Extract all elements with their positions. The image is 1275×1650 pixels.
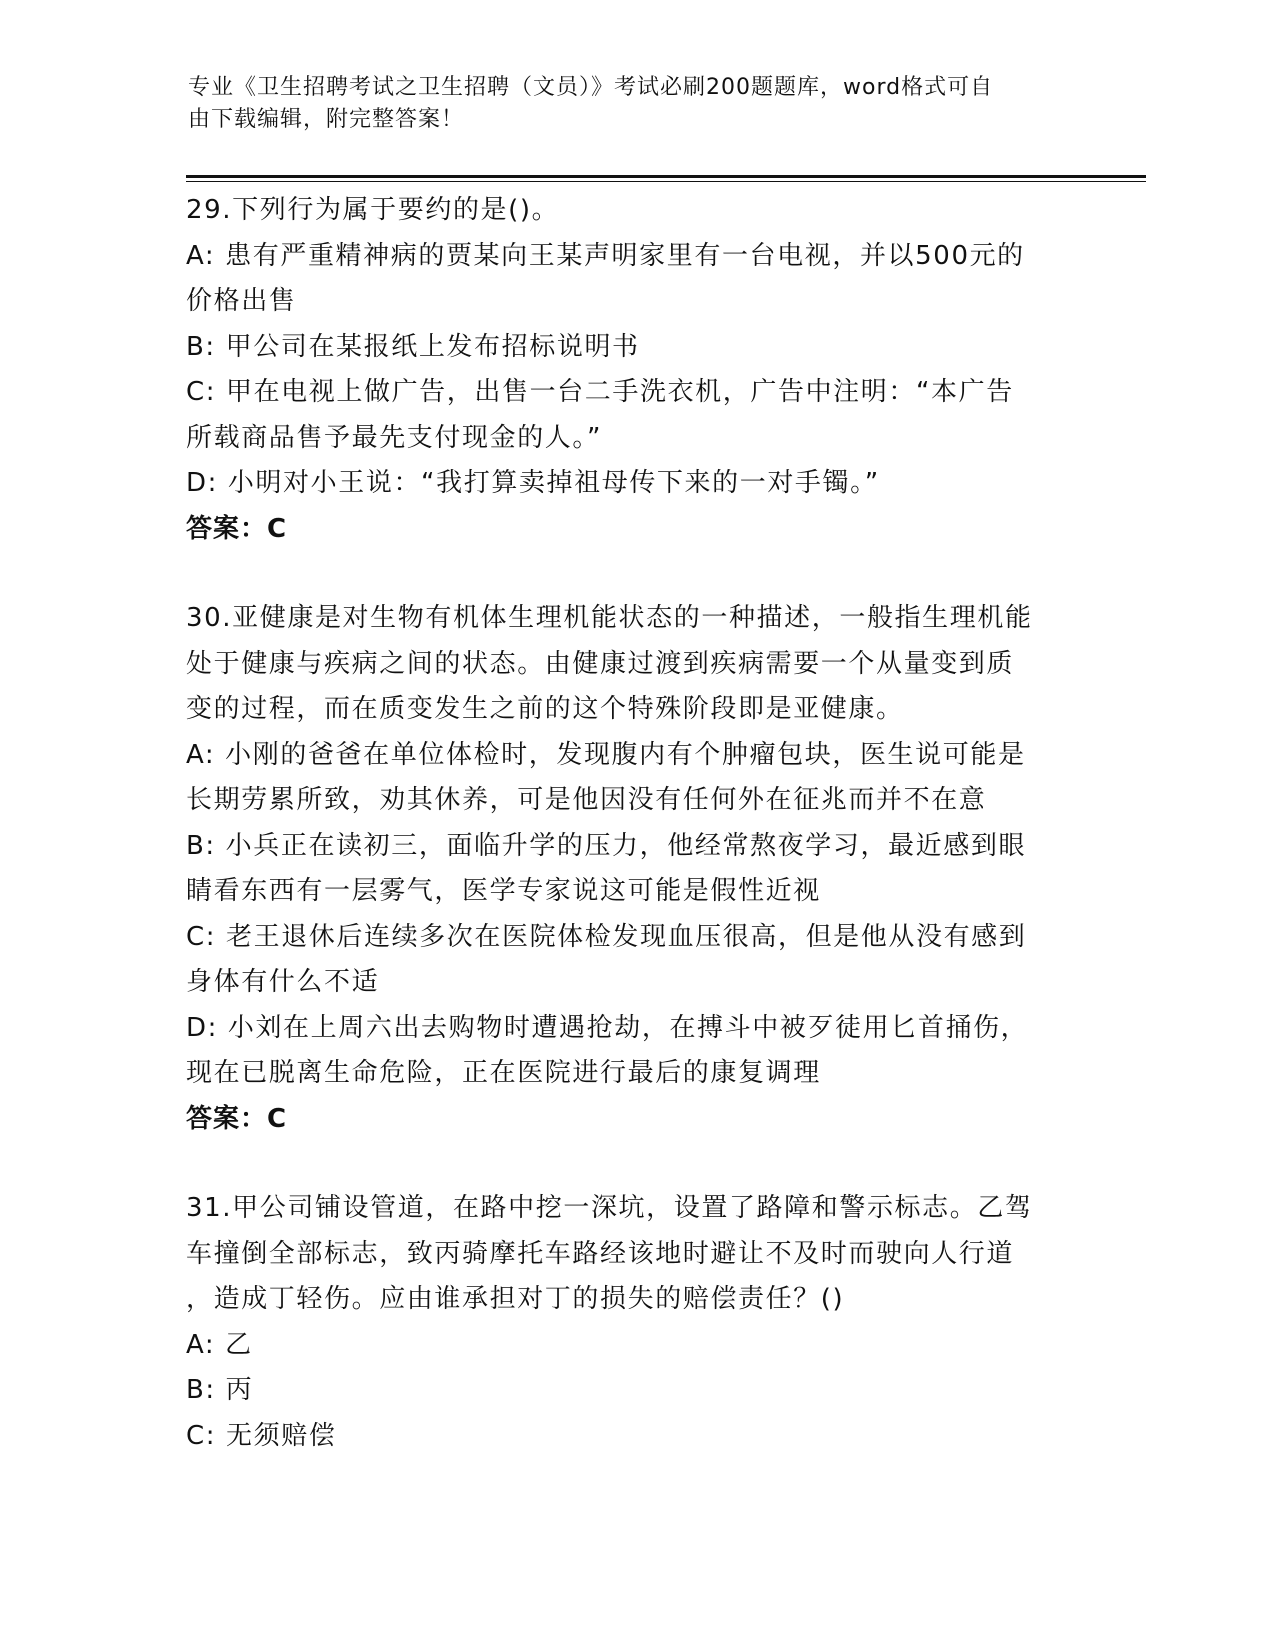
- option-b: B: 丙: [186, 1375, 254, 1405]
- question-stem-continued: ，造成丁轻伤。应由谁承担对丁的损失的赔偿责任？(): [186, 1284, 845, 1314]
- option-d: D: 小刘在上周六出去购物时遭遇抢劫，在搏斗中被歹徒用匕首捅伤，: [186, 1012, 1029, 1043]
- option-d-continued: 现在已脱离生命危险，正在医院进行最后的康复调理: [186, 1058, 821, 1088]
- spacer: [186, 552, 1086, 596]
- answer: 答案：C: [186, 513, 288, 544]
- option-b-continued: 睛看东西有一层雾气，医学专家说这可能是假性近视: [186, 876, 821, 906]
- option-a: A: 小刚的爸爸在单位体检时，发现腹内有个肿瘤包块，医生说可能是: [186, 739, 1026, 770]
- option-c: C: 甲在电视上做广告，出售一台二手洗衣机，广告中注明：“本广告: [186, 377, 1014, 407]
- question-list: [186, 188, 1086, 1459]
- option-c-continued: 所载商品售予最先支付现金的人。”: [186, 422, 603, 453]
- question-31: [186, 1186, 1086, 1459]
- question-stem-continued: 处于健康与疾病之间的状态。由健康过渡到疾病需要一个从量变到质: [186, 648, 1015, 679]
- option-a-continued: 长期劳累所致，劝其休养，可是他因没有任何外在征兆而并不在意: [186, 785, 987, 815]
- option-c: C: 无须赔偿: [186, 1420, 337, 1451]
- option-b: B: 小兵正在读初三，面临升学的压力，他经常熬夜学习，最近感到眼: [186, 830, 1027, 861]
- question-30: [186, 596, 1086, 1142]
- question-29: [186, 188, 1086, 552]
- option-b: B: 甲公司在某报纸上发布招标说明书: [186, 331, 640, 362]
- header-rule-thick: [186, 175, 1146, 178]
- header-rule-thin: [186, 181, 1146, 182]
- option-c-continued: 身体有什么不适: [186, 967, 380, 997]
- option-d: D: 小明对小王说：“我打算卖掉祖母传下来的一对手镯。”: [186, 468, 880, 498]
- option-a-continued: 价格出售: [186, 286, 297, 316]
- option-a: A: 患有严重精神病的贾某向王某声明家里有一台电视，并以500元的: [186, 240, 1025, 271]
- option-c: C: 老王退休后连续多次在医院体检发现血压很高，但是他从没有感到: [186, 921, 1027, 952]
- option-a: A: 乙: [186, 1329, 253, 1360]
- question-stem-continued: 车撞倒全部标志，致丙骑摩托车路经该地时避让不及时而驶向人行道: [186, 1238, 1015, 1269]
- question-stem: 29.下列行为属于要约的是()。: [186, 195, 560, 225]
- spacer: [186, 1142, 1086, 1186]
- header-line-1: 专业《卫生招聘考试之卫生招聘（文员）》考试必刷200题题库，word格式可自: [188, 75, 994, 100]
- header-line-2: 由下载编辑，附完整答案！: [188, 107, 465, 132]
- question-stem-continued: 变的过程，而在质变发生之前的这个特殊阶段即是亚健康。: [186, 694, 904, 724]
- question-stem: 30.亚健康是对生物有机体生理机能状态的一种描述，一般指生理机能: [186, 603, 1033, 633]
- answer: 答案：C: [186, 1103, 288, 1134]
- question-stem: 31.甲公司铺设管道，在路中挖一深坑，设置了路障和警示标志。乙驾: [186, 1193, 1033, 1223]
- document-header: [188, 72, 1068, 136]
